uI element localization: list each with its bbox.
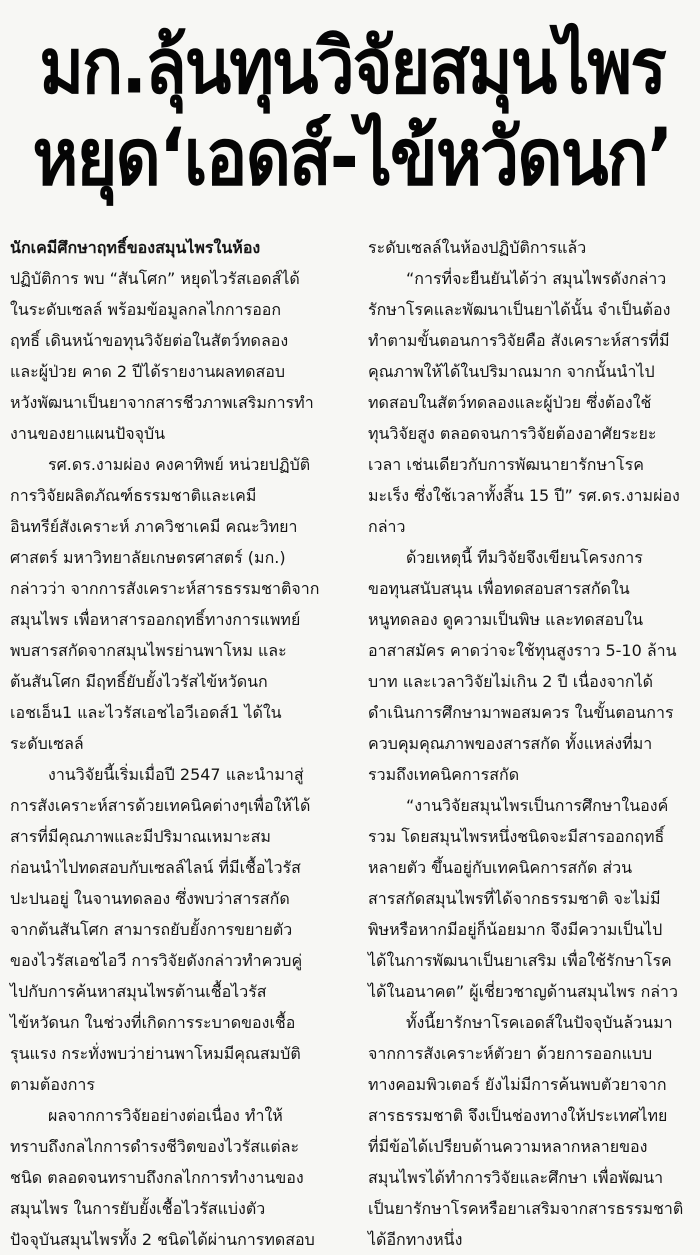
article-text-line: ไข้หวัดนก ในช่วงที่เกิดการระบาดของเชื้อ (10, 1013, 296, 1032)
article-text-line: “งานวิจัยสมุนไพรเป็นการศึกษาในองค์ (406, 796, 669, 815)
article-text-line: งานวิจัยนี้เริ่มเมื่อปี 2547 และนำมาสู่ (48, 765, 304, 784)
article-text-line: ทราบถึงกลไกการดำรงชีวิตของไวรัสแต่ละ (10, 1137, 300, 1156)
article-text-line: ระดับเซลล์ในห้องปฏิบัติการแล้ว (368, 238, 587, 257)
article-text-line: ในระดับเซลล์ พร้อมข้อมูลกลไกการออก (10, 300, 282, 319)
article-text-line: ระดับเซลล์ (10, 734, 84, 753)
article-text-line: ก่อนนำไปทดสอบกับเซลล์ไลน์ ที่มีเชื้อไวรัส (10, 858, 301, 877)
article-text-line: การสังเคราะห์สารด้วยเทคนิคต่างๆเพื่อให้ได้ (10, 796, 311, 815)
article-text-line: เอชเอ็น1 และไวรัสเอชไอวีเอดส์1 ได้ใน (10, 703, 282, 722)
article-text-line: ไปกับการค้นหาสมุนไพรต้านเชื้อไวรัส (10, 982, 267, 1001)
article-lead-line: นักเคมีศึกษาฤทธิ์ของสมุนไพรในห้อง (10, 238, 261, 257)
article-text-line: พบสารสกัดจากสมุนไพรย่านพาโหม และ (10, 641, 287, 660)
article-text-line: สารสกัดสมุนไพรที่ได้จากธรรมชาติ จะไม่มี (368, 889, 661, 908)
article-text-line: สารที่มีคุณภาพและมีปริมาณเหมาะสม (10, 827, 271, 846)
article-text-line: ทุนวิจัยสูง ตลอดจนการวิจัยต้องอาศัยระยะ (368, 424, 657, 443)
article-text-line: ขอทุนสนับสนุน เพื่อทดสอบสารสกัดใน (368, 579, 630, 598)
article-text-line: ปะปนอยู่ ในจานทดลอง ซึ่งพบว่าสารสกัด (10, 889, 290, 908)
article-text-line: หนูทดลอง ดูความเป็นพิษ และทดสอบใน (368, 610, 644, 629)
article-text-line: ผลจากการวิจัยอย่างต่อเนื่อง ทำให้ (48, 1106, 283, 1125)
article-text-line: จากต้นสันโศก สามารถยับยั้งการขยายตัว (10, 920, 293, 939)
article-text-line: ทดสอบในสัตว์ทดลองและผู้ป่วย ซึ่งต้องใช้ (368, 393, 652, 412)
article-text-line: งานของยาแผนปัจจุบัน (10, 424, 166, 443)
article-text-line: “การที่จะยืนยันได้ว่า สมุนไพรดังกล่าว (406, 269, 667, 288)
article-text-line: ของไวรัสเอชไอวี การวิจัยดังกล่าวทำควบคู่ (10, 951, 303, 970)
article-text-line: สมุนไพร ในการยับยั้งเชื้อไวรัสแบ่งตัว (10, 1199, 266, 1218)
article-text-line: สมุนไพรได้ทำการวิจัยและศึกษา เพื่อพัฒนา (368, 1168, 664, 1187)
article-text-line: อินทรีย์สังเคราะห์ ภาควิชาเคมี คณะวิทยา (10, 517, 298, 536)
article-text-line: สมุนไพร เพื่อหาสารออกฤทธิ์ทางการแพทย์ (10, 610, 301, 629)
article-text-line: ปฏิบัติการ พบ “สันโศก” หยุดไวรัสเอดส์ได้ (10, 269, 300, 288)
article-text-line: เวลา เช่นเดียวกับการพัฒนายารักษาโรค (368, 455, 644, 474)
headline-line-1: มก.ลุ้นทุนวิจัยสมุนไพร (39, 23, 665, 112)
article-text-line: ทางคอมพิวเตอร์ ยังไม่มีการค้นพบตัวยาจาก (368, 1075, 667, 1094)
article-text-line: พิษหรือหากมีอยู่ก็น้อยมาก จึงมีความเป็นไป (368, 920, 663, 939)
article-text-line: กล่าว (368, 517, 406, 536)
article-column-left (10, 232, 334, 1255)
article-text-line: และผู้ป่วย คาด 2 ปีได้รายงานผลทดสอบ (10, 362, 286, 381)
article-text-line: บาท และเวลาวิจัยไม่เกิน 2 ปี เนื่องจากได้ (368, 672, 654, 691)
headline-line-2: หยุด‘เอดส์-ไข้หวัดนก’ (32, 111, 672, 204)
article-text-line: ดำเนินการศึกษามาพอสมควร ในขั้นตอนการ (368, 703, 674, 722)
article-text-line: ตามต้องการ (10, 1075, 95, 1094)
article-text-line: ทั้งนี้ยารักษาโรคเอดส์ในปัจจุบันล้วนมา (406, 1013, 673, 1032)
article-text-line: รุนแรง กระทั่งพบว่าย่านพาโหมมีคุณสมบัติ (10, 1044, 301, 1063)
article-text-line: กล่าวว่า จากการสังเคราะห์สารธรรมชาติจาก (10, 579, 320, 598)
article-text-line: รศ.ดร.งามผ่อง คงคาทิพย์ หน่วยปฏิบัติ (48, 455, 311, 474)
article-text-line: ควบคุมคุณภาพของสารสกัด ทั้งแหล่งที่มา (368, 734, 653, 753)
article-text-line: ปัจจุบันสมุนไพรทั้ง 2 ชนิดได้ผ่านการทดสอบ (10, 1230, 315, 1249)
article-text-line: รักษาโรคและพัฒนาเป็นยาได้นั้น จำเป็นต้อง (368, 300, 671, 319)
article-text-line: ฤทธิ์ เดินหน้าขอทุนวิจัยต่อในสัตว์ทดลอง (10, 331, 289, 350)
article-text-line: หวังพัฒนาเป็นยาจากสารชีวภาพเสริมการทำ (10, 393, 314, 412)
article-text-line: ทำตามขั้นตอนการวิจัยคือ สังเคราะห์สารที่มี (368, 331, 670, 350)
article-text-line: ได้ในอนาคต” ผู้เชี่ยวชาญด้านสมุนไพร กล่าว (368, 982, 679, 1001)
article-text-line: สารธรรมชาติ จึงเป็นช่องทางให้ประเทศไทย (368, 1106, 668, 1125)
article-text-line: ด้วยเหตุนี้ ทีมวิจัยจึงเขียนโครงการ (406, 548, 643, 567)
article-text-line: รวมถึงเทคนิคการสกัด (368, 765, 520, 784)
article-text-line: ได้อีกทางหนึ่ง (368, 1230, 463, 1249)
article-text-line: ที่มีข้อได้เปรียบด้านความหลากหลายของ (368, 1137, 648, 1156)
article-text-line: ชนิด ตลอดจนทราบถึงกลไกการทำงานของ (10, 1168, 304, 1187)
article-text-line: อาสาสมัคร คาดว่าจะใช้ทุนสูงราว 5-10 ล้าน (368, 641, 677, 660)
article-text-line: ต้นสันโศก มีฤทธิ์ยับยั้งไวรัสไข้หวัดนก (10, 672, 268, 691)
article-text-line: หลายตัว ขึ้นอยู่กับเทคนิคการสกัด ส่วน (368, 858, 633, 877)
article-text-line: การวิจัยผลิตภัณฑ์ธรรมชาติและเคมี (10, 486, 257, 505)
article-text-line: ได้ในการพัฒนาเป็นยาเสริม เพื่อใช้รักษาโรค (368, 951, 672, 970)
article-text-line: มะเร็ง ซึ่งใช้เวลาทั้งสิ้น 15 ปี” รศ.ดร.งามผ่อง (368, 486, 680, 505)
article-text-line: จากการสังเคราะห์ตัวยา ด้วยการออกแบบ (368, 1044, 653, 1063)
article-text-line: ศาสตร์ มหาวิทยาลัยเกษตรศาสตร์ (มก.) (10, 548, 286, 567)
article-text-line: เป็นยารักษาโรคหรือยาเสริมจากสารธรรมชาติ (368, 1199, 684, 1218)
article-column-right (368, 232, 692, 1255)
article-text-line: คุณภาพให้ได้ในปริมาณมาก จากนั้นนำไป (368, 362, 655, 381)
article-text-line: รวม โดยสมุนไพรหนึ่งชนิดจะมีสารออกฤทธิ์ (368, 827, 665, 846)
